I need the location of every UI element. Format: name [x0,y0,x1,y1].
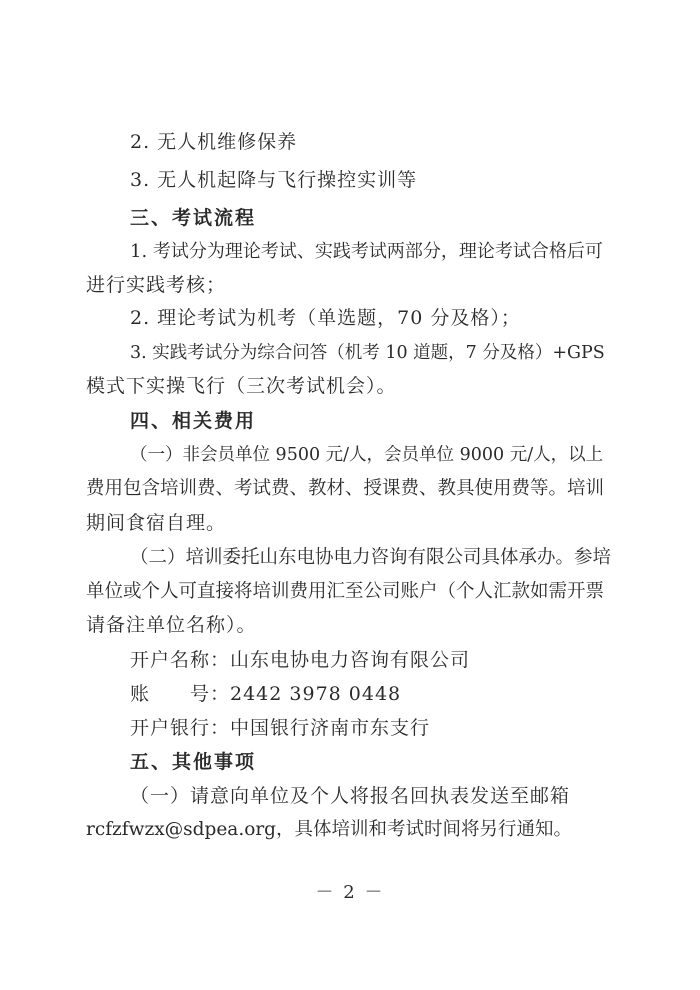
fees-item-1-line-2: 费用包含培训费、考试费、教材、授课费、教具使用费等。培训 [86,478,605,499]
page-number: － 2 － [315,882,385,903]
account-name: 开户名称：山东电协电力咨询有限公司 [130,649,471,671]
section-heading-exam-process: 三、考试流程 [130,207,257,229]
other-item-1-line-2: rcfzfwzx@sdpea.org，具体培训和考试时间将另行通知。 [86,819,573,840]
fees-item-1-line-1: （一）非会员单位 9500 元/人，会员单位 9000 元/人，以上 [130,445,604,465]
account-bank: 开户银行：中国银行济南市东支行 [130,717,431,739]
exam-item-1-line-2: 进行实践考核； [86,274,227,296]
other-item-1-line-1: （一）请意向单位及个人将报名回执表发送至邮箱 [130,785,571,807]
exam-item-3-line-2: 模式下实操飞行（三次考试机会）。 [86,375,397,397]
item-maintenance: 2. 无人机维修保养 [130,131,298,153]
account-number: 账 号：2442 3978 0448 [130,683,402,705]
fees-item-2-line-1: （二）培训委托山东电协电力咨询有限公司具体承办。参培 [130,547,612,568]
exam-item-2: 2. 理论考试为机考（单选题，70 分及格）； [130,307,521,329]
fees-item-1-line-3: 期间食宿自理。 [86,512,227,534]
fees-item-2-line-3: 请备注单位名称）。 [86,614,257,636]
exam-item-1-line-1: 1. 考试分为理论考试、实践考试两部分，理论考试合格后可 [130,241,603,262]
fees-item-2-line-2: 单位或个人可直接将培训费用汇至公司账户（个人汇款如需开票 [86,581,605,602]
section-heading-fees: 四、相关费用 [130,410,257,432]
exam-item-3-line-1: 3. 实践考试分为综合问答（机考 10 道题，7 分及格）+GPS [130,343,605,363]
section-heading-other: 五、其他事项 [130,751,257,773]
item-flight-training: 3. 无人机起降与飞行操控实训等 [130,169,418,191]
